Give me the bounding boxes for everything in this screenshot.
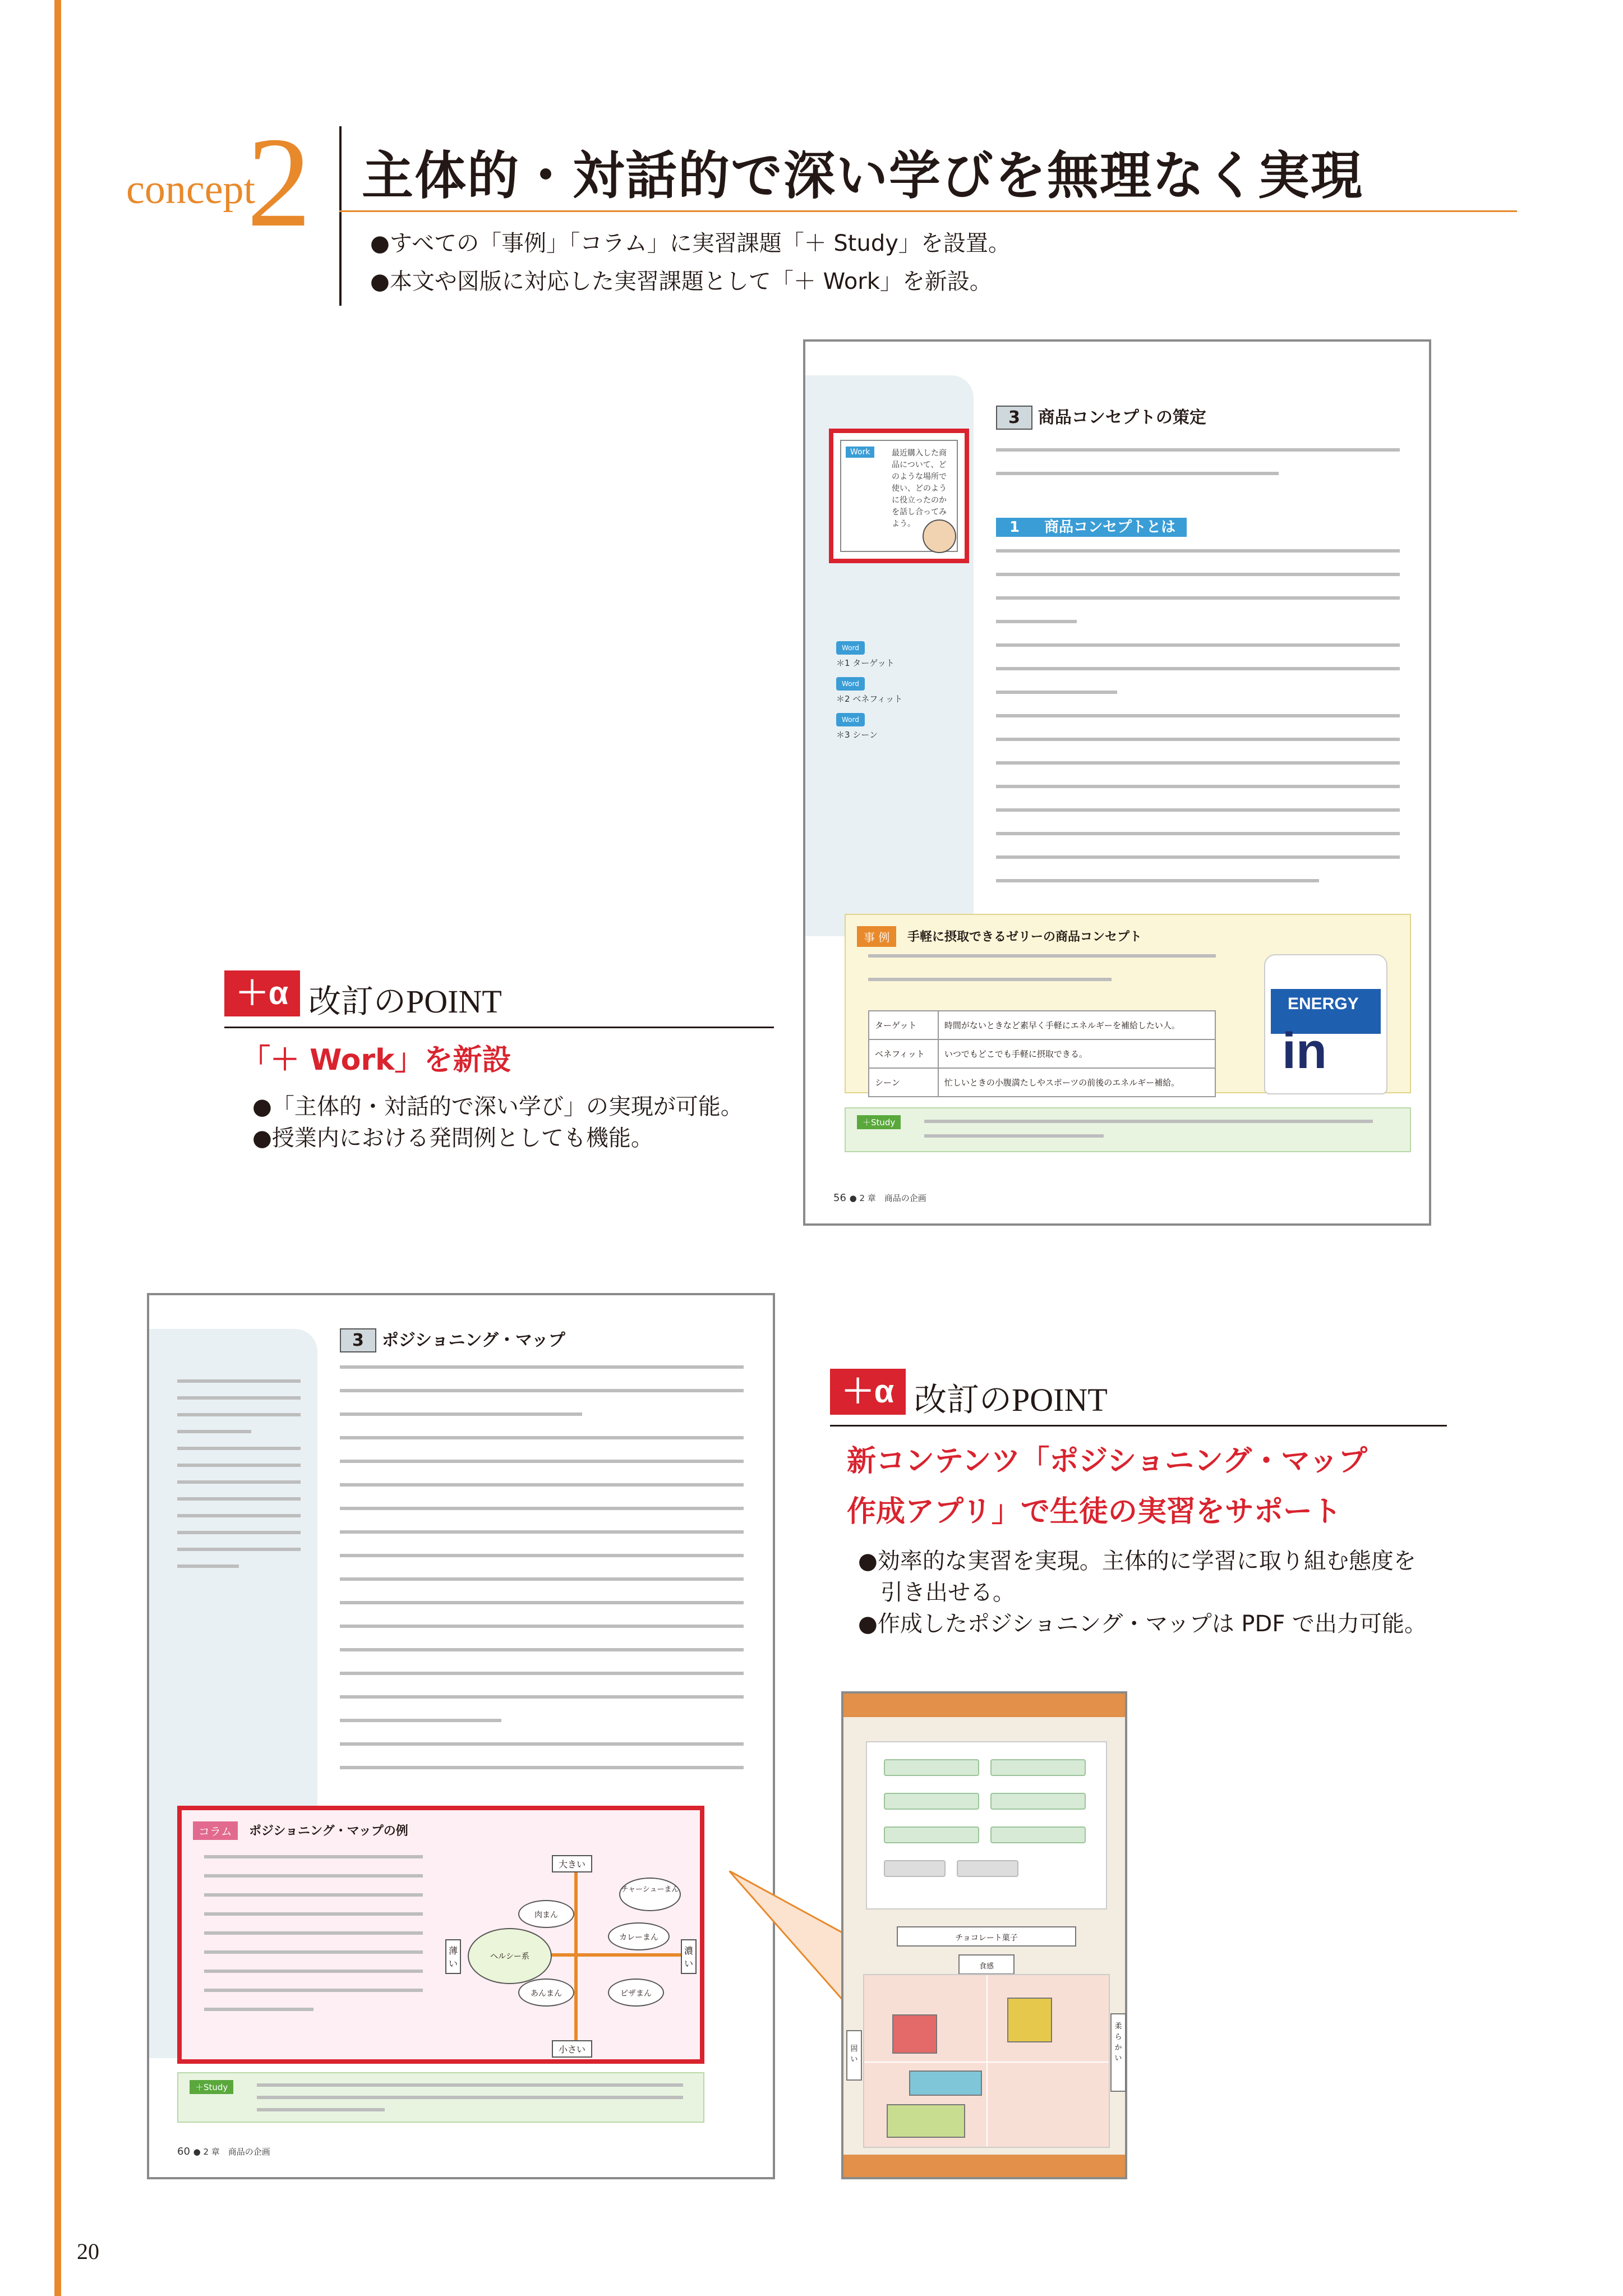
map-item: カレーまん: [608, 1922, 670, 1950]
app-map-title: チョコレート菓子: [897, 1926, 1076, 1947]
section-heading: 3 商品コンセプトの策定: [996, 403, 1206, 430]
study-bar: [177, 2072, 704, 2123]
app-sticker[interactable]: [1007, 1998, 1052, 2042]
point-heading: 「＋ Work」を新設: [241, 1043, 511, 1077]
case-table: [868, 1010, 1216, 1097]
point-label: 改訂のPOINT: [914, 1382, 1108, 1418]
textbook-page-60: [147, 1293, 775, 2179]
map-label-left: 薄い: [445, 1939, 461, 1974]
study-tag: ＋Study: [190, 2080, 233, 2094]
column-positioning-map: [177, 1806, 704, 2064]
table-row: ターゲット 時間がないときなど素早く手軽にエネルギーを補給したい人。: [869, 1011, 1215, 1039]
app-sticker[interactable]: [887, 2104, 965, 2138]
point-label: 改訂のPOINT: [308, 983, 502, 1020]
point-bullets: ●効率的な実習を実現。主体的に学習に取り組む態度を 引き出せる。 ●作成したポジショニング・マップは PDF で出力可能。: [858, 1548, 1427, 1637]
map-label-right: 濃い: [681, 1939, 697, 1974]
app-map-canvas: [863, 1974, 1110, 2148]
app-palette-panel: [866, 1741, 1107, 1910]
app-axis-top: 食感: [958, 1954, 1015, 1975]
column-tag: コラム: [193, 1821, 238, 1840]
revision-point-1: [224, 970, 785, 1156]
section-heading: 3 ポジショニング・マップ: [340, 1326, 565, 1352]
word-note: ＊3 シーン: [836, 730, 878, 740]
product-image: [1264, 954, 1387, 1094]
app-footer: [843, 2155, 1125, 2177]
map-item: ピザまん: [608, 1978, 664, 2007]
app-axis-right: 柔らかい: [1110, 2013, 1126, 2092]
column-title: ポジショニング・マップの例: [249, 1824, 408, 1838]
page-footer: 56 ● 2 章 商品の企画: [833, 1192, 926, 1204]
positioning-map-app-screenshot: [841, 1691, 1127, 2179]
case-tag: 事 例: [857, 926, 896, 947]
word-notes: [836, 633, 965, 741]
word-tag: Word: [836, 677, 865, 691]
app-header: [843, 1694, 1125, 1717]
map-item: あんまん: [518, 1978, 574, 2007]
map-item: ヘルシー系: [468, 1928, 552, 1984]
body-text: [340, 1365, 744, 1789]
work-tag: Work: [846, 447, 874, 458]
textbook-page-56: [803, 339, 1431, 1226]
body-text-intro: [996, 448, 1400, 495]
study-tag: ＋Study: [857, 1115, 901, 1129]
header-bullet: ●本文や図版に対応した実習課題として「＋ Work」を新設。: [370, 269, 992, 295]
app-sticker[interactable]: [909, 2070, 982, 2096]
page-footer: 60 ● 2 章 商品の企画: [177, 2146, 270, 2157]
product-brand: ENERGY: [1288, 995, 1359, 1013]
body-text: [996, 549, 1400, 903]
word-tag: Word: [836, 713, 865, 726]
point-bullets: ●「主体的・対話的で深い学び」の実現が可能。 ●授業内における発問例としても機能。: [252, 1094, 743, 1151]
table-row: シーン 忙しいときの小腹満たしやスポーツの前後のエネルギー補給。: [869, 1068, 1215, 1097]
work-callout: [829, 429, 969, 563]
concept-number: 2: [247, 111, 311, 254]
table-row: ベネフィット いつでもどこでも手軽に摂取できる。: [869, 1039, 1215, 1068]
point-heading: 新コンテンツ「ポジショニング・マップ: [847, 1444, 1367, 1478]
case-example: [845, 914, 1411, 1093]
map-label-top: 大きい: [552, 1855, 592, 1872]
word-note: ＊1 ターゲット: [836, 658, 895, 668]
map-item: チャーシューまん: [619, 1878, 681, 1911]
app-sticker[interactable]: [892, 2014, 937, 2054]
work-text: 最近購入した商品について、どのような場所で使い、どのように役立ったのかを話し合ってみよう。: [892, 449, 947, 528]
header-bullet: ●すべての「事例」「コラム」に実習課題「＋ Study」を設置。: [370, 231, 1011, 256]
page-edge-bar: [54, 0, 61, 2296]
case-title: 手軽に摂取できるゼリーの商品コンセプト: [907, 930, 1142, 944]
subsection-heading: 1 商品コンセプトとは: [996, 516, 1187, 536]
teacher-illustration: [923, 519, 956, 553]
study-bar: [845, 1107, 1411, 1152]
word-note: ＊2 ベネフィット: [836, 694, 903, 704]
map-label-bottom: 小さい: [552, 2040, 592, 2058]
concept-label: concept: [126, 167, 256, 213]
callout-connector: [729, 1871, 852, 2011]
header-rule: [339, 210, 1517, 212]
point-heading: 作成アプリ」で生徒の実習をサポート: [847, 1495, 1341, 1529]
product-logo: in: [1282, 1023, 1327, 1079]
revision-point-2: [830, 1369, 1492, 1638]
page-title: 主体的・対話的で深い学びを無理なく実現: [362, 146, 1364, 206]
alpha-badge: ＋α: [224, 970, 300, 1016]
word-tag: Word: [836, 641, 865, 655]
map-item: 肉まん: [518, 1900, 574, 1928]
header-divider: [339, 126, 342, 306]
alpha-badge: ＋α: [830, 1369, 906, 1415]
page-number: 20: [77, 2239, 99, 2264]
header-bullets: [370, 224, 1011, 301]
app-axis-left: 固い: [846, 2030, 862, 2081]
